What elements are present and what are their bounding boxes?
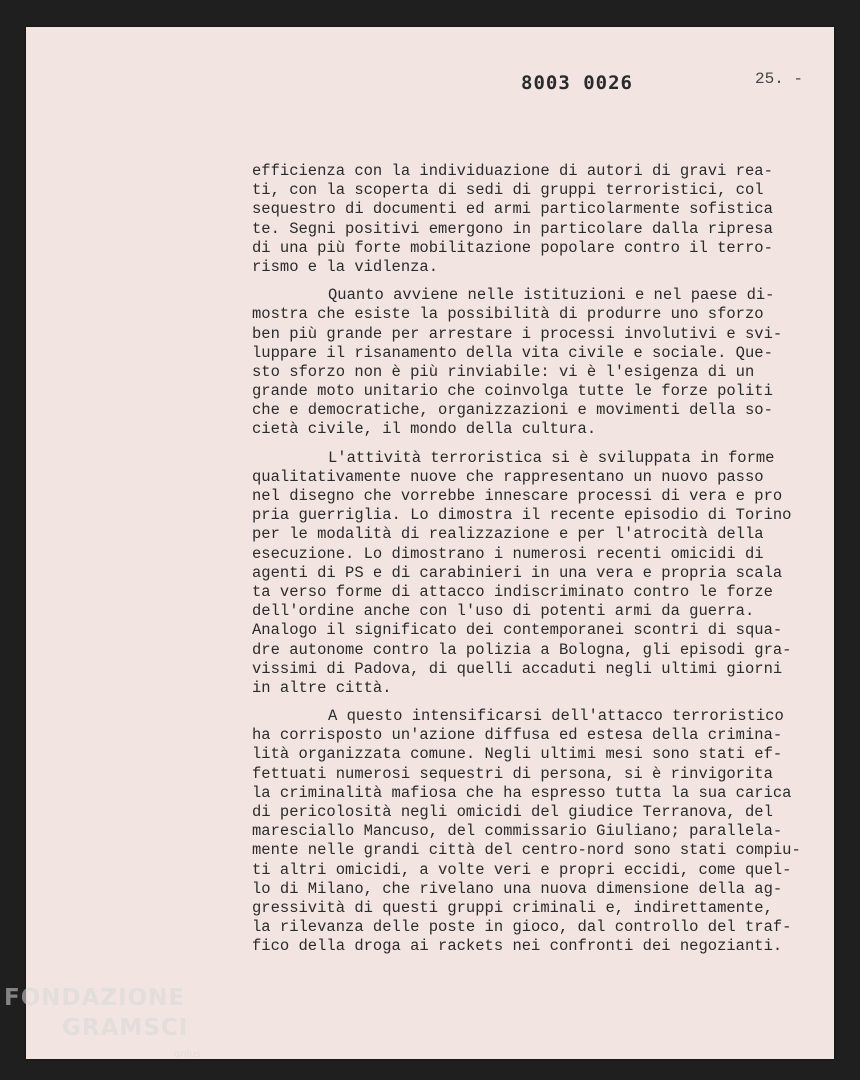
text-line: fico della droga ai rackets nei confronti dei negozianti. (252, 937, 783, 956)
text-line: di una più forte mobilitazione popolare contro il terro- (252, 238, 773, 257)
paragraph (252, 162, 824, 277)
text-line: ta verso forme di attacco indiscriminato contro le forze (252, 582, 773, 601)
watermark-line-1: FONDAZIONE (4, 985, 186, 1011)
text-line: pria guerriglia. Lo dimostra il recente episodio di Torino (252, 506, 792, 525)
text-line: ti altri omicidi, a volte veri e propri eccidi, come quel- (252, 860, 792, 879)
watermark-line-3: onlus (174, 1049, 201, 1060)
text-line: esecuzione. Lo dimostrano i numerosi recenti omicidi di (252, 544, 764, 563)
archive-stamp-number: 8003 0026 (521, 72, 633, 94)
text-line: luppare il risanamento della vita civile e sociale. Que- (252, 343, 773, 362)
text-line: mostra che esiste la possibilità di produrre uno sforzo (252, 305, 764, 324)
text-line: agenti di PS e di carabinieri in una vera e propria scala (252, 563, 783, 582)
text-line: grande moto unitario che coinvolga tutte le forze politi (252, 382, 773, 401)
text-line: te. Segni positivi emergono in particolare dalla ripresa (252, 219, 773, 238)
text-line: vissimi di Padova, di quelli accaduti negli ultimi giorni (252, 659, 783, 678)
text-line: lità organizzata comune. Negli ultimi mesi sono stati ef- (252, 745, 783, 764)
text-line: dell'ordine anche con l'uso di potenti armi da guerra. (252, 602, 755, 621)
text-line: Quanto avviene nelle istituzioni e nel paese di- (328, 286, 775, 305)
text-line: lo di Milano, che rivelano una nuova dimensione della ag- (252, 879, 783, 898)
watermark-line-2: GRAMSCI (62, 1015, 189, 1041)
text-line: nel disegno che vorrebbe innescare processi di vera e pro (252, 487, 783, 505)
page-number: 25. - (755, 70, 804, 88)
text-line: efficienza con la individuazione di autori di gravi rea- (252, 162, 773, 180)
paragraph (252, 286, 824, 440)
document-body (252, 162, 824, 966)
text-line: cietà civile, il mondo della cultura. (252, 420, 597, 439)
paragraph (252, 449, 824, 698)
text-line: rismo e la vidlenza. (252, 257, 439, 276)
text-line: fettuati numerosi sequestri di persona, si è rinvigorita (252, 764, 773, 783)
text-line: A questo intensificarsi dell'attacco terroristico (328, 707, 784, 726)
text-line: in altre città. (252, 678, 392, 697)
text-line: la rilevanza delle poste in gioco, dal controllo del traf- (252, 918, 792, 937)
text-line: ha corrisposto un'azione diffusa ed estesa della crimina- (252, 726, 783, 745)
text-line: per le modalità di realizzazione e per l'atrocità della (252, 525, 764, 544)
text-line: la criminalità mafiosa che ha espresso tutta la sua carica (252, 783, 792, 802)
text-line: mente nelle grandi città del centro-nord sono stati compiu- (252, 841, 801, 860)
text-line: ti, con la scoperta di sedi di gruppi terroristici, col (252, 181, 764, 200)
text-line: Analogo il significato dei contemporanei scontri di squa- (252, 621, 783, 640)
text-line: ben più grande per arrestare i processi involutivi e svi- (252, 324, 783, 343)
text-line: L'attività terroristica si è sviluppata in forme (328, 448, 775, 467)
text-line: qualitativamente nuove che rappresentano un nuovo passo (252, 467, 764, 486)
text-line: gressività di questi gruppi criminali e, indirettamente, (252, 898, 773, 917)
text-line: sto sforzo non è più rinviabile: vi è l'esigenza di un (252, 362, 755, 381)
text-line: che e democratiche, organizzazioni e movimenti della so- (252, 401, 773, 420)
paragraph (252, 707, 824, 956)
text-line: sequestro di documenti ed armi particolarmente sofistica (252, 200, 773, 219)
text-line: maresciallo Mancuso, del commissario Giuliano; parallela- (252, 822, 783, 841)
text-line: di pericolosità negli omicidi del giudice Terranova, del (252, 803, 773, 821)
text-line: dre autonome contro la polizia a Bologna, gli episodi gra- (252, 640, 792, 659)
watermark-logo (4, 985, 201, 1060)
